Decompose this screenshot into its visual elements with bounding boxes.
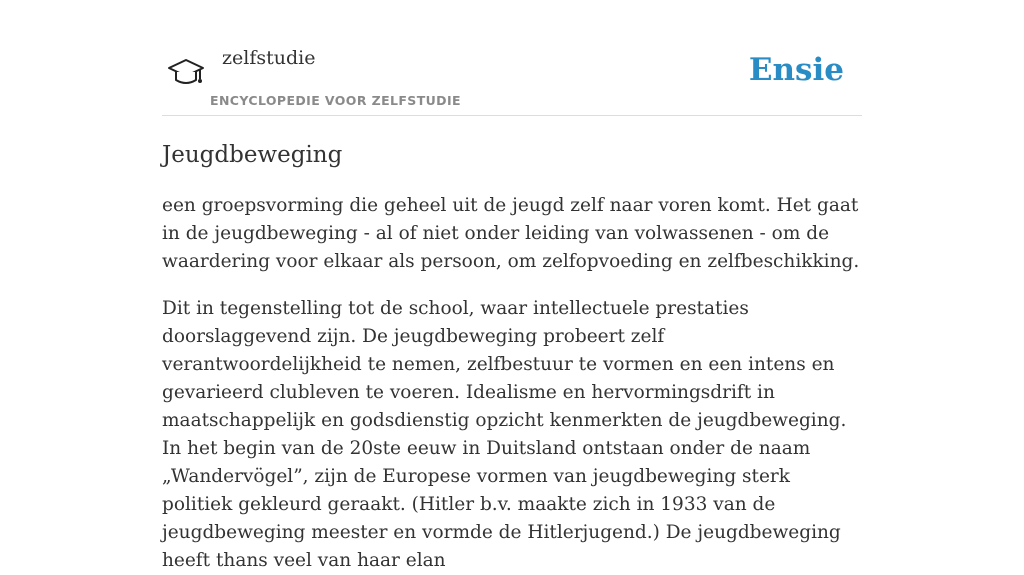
ensie-brand-link[interactable]: Ensie: [748, 52, 844, 88]
article-paragraph-1: een groepsvorming die geheel uit de jeugd zelf naar voren komt. Het gaat in de jeugdbeweging - al of niet onder leiding van volwassenen - om de waardering voor elkaar als persoon, om zelfopvoeding en zelfbeschikking.: [162, 195, 860, 272]
article-paragraph-2: Dit in tegenstelling tot de school, waar intellectuele prestaties doorslaggevend zijn. De jeugdbeweging probeert zelf verantwoordelijkheid te nemen, zelfbestuur te vormen en een intens en gevarieerd clubleven te voeren. Idealisme en hervormingsdrift in maatschappelijk en godsdienstig opzicht kenmerkten de jeugdbeweging. In het begin van de 20ste eeuw in Duitsland ontstaan onder de naam „Wandervögel”, zijn de Europese vormen van jeugdbeweging sterk politiek gekleurd geraakt. (Hitler b.v. maakte zich in 1933 van de jeugdbeweging meester en vormde de Hitlerjugend.) De jeugdbeweging heeft thans veel van haar elan: [162, 298, 847, 571]
graduation-cap-icon[interactable]: [166, 54, 206, 90]
page-container: [162, 0, 862, 575]
site-tagline: ENCYCLOPEDIE VOOR ZELFSTUDIE: [210, 93, 461, 108]
article-title: Jeugdbeweging: [162, 142, 343, 168]
site-name-link[interactable]: zelfstudie: [222, 47, 316, 69]
site-header: [162, 0, 862, 116]
